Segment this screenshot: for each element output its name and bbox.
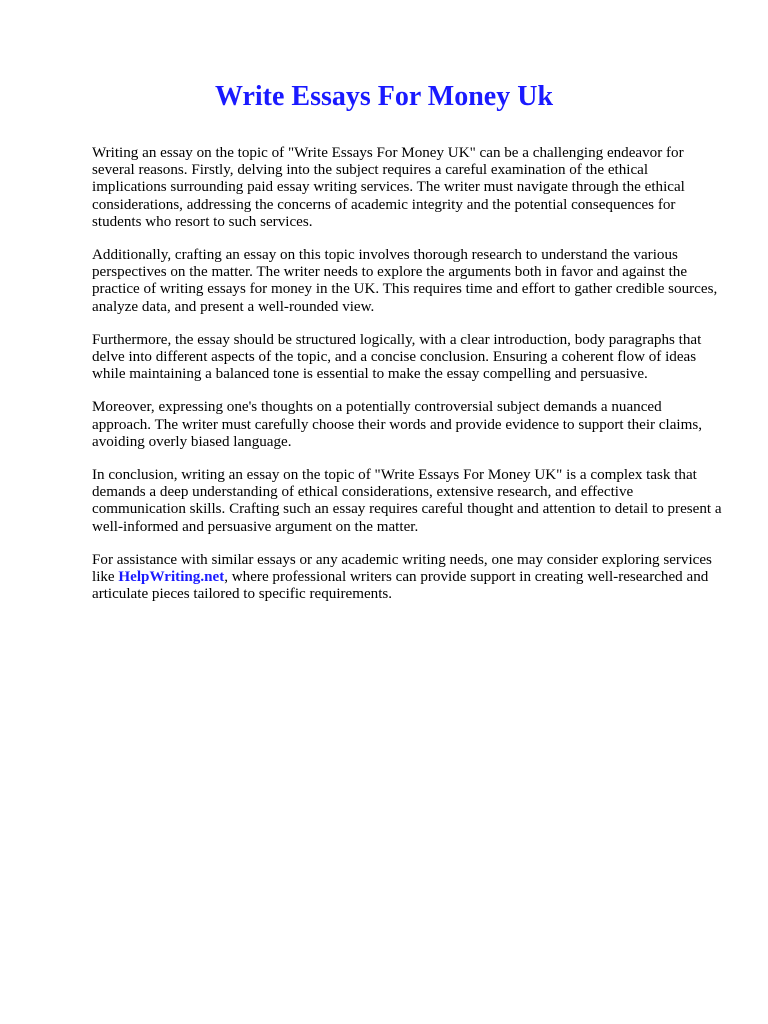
- paragraph-4: Moreover, expressing one's thoughts on a potentially controversial subject demands a nuanced approach. The writer must carefully choose their words and provide evidence to support their claims, avoiding overly biased language.: [92, 399, 702, 450]
- paragraph-2: Additionally, crafting an essay on this topic involves thorough research to understand the various perspectives on the matter. The writer needs to explore the arguments both in favor and against the practice of writing essays for money in the UK. This requires time and effort to gather credible sources, analyze data, and present a well-rounded view.: [92, 247, 718, 315]
- page-title: Write Essays For Money Uk: [214, 81, 554, 112]
- essay-body: [92, 145, 724, 619]
- paragraph-1: Writing an essay on the topic of "Write Essays For Money UK" can be a challenging endeavor for several reasons. Firstly, delving into the subject requires a careful examination of the ethical implications surrounding paid essay writing services. The writer must navigate through the ethical considerations, addressing the concerns of academic integrity and the potential consequences for students who resort to such services.: [92, 145, 685, 230]
- paragraph-6-intro: For assistance with similar essays or any academic writing needs, one may consider exploring services like: [92, 551, 712, 586]
- paragraph-3: Furthermore, the essay should be structured logically, with a clear introduction, body paragraphs that delve into different aspects of the topic, and a concise conclusion. Ensuring a coherent flow of ideas while maintaining a balanced tone is essential to make the essay compelling and persuasive.: [92, 331, 702, 383]
- paragraph-6-outro: , where professional writers can provide support in creating well-researched and articulate pieces tailored to specific requirements.: [92, 569, 709, 603]
- paragraph-6: [92, 552, 724, 604]
- helpwriting-link[interactable]: HelpWriting.net: [118, 569, 225, 586]
- paragraph-5: In conclusion, writing an essay on the topic of "Write Essays For Money UK" is a complex task that demands a deep understanding of ethical considerations, extensive research, and effective communication skills. Crafting such an essay requires careful thought and attention to detail to present a well-informed and persuasive argument on the matter.: [92, 467, 722, 535]
